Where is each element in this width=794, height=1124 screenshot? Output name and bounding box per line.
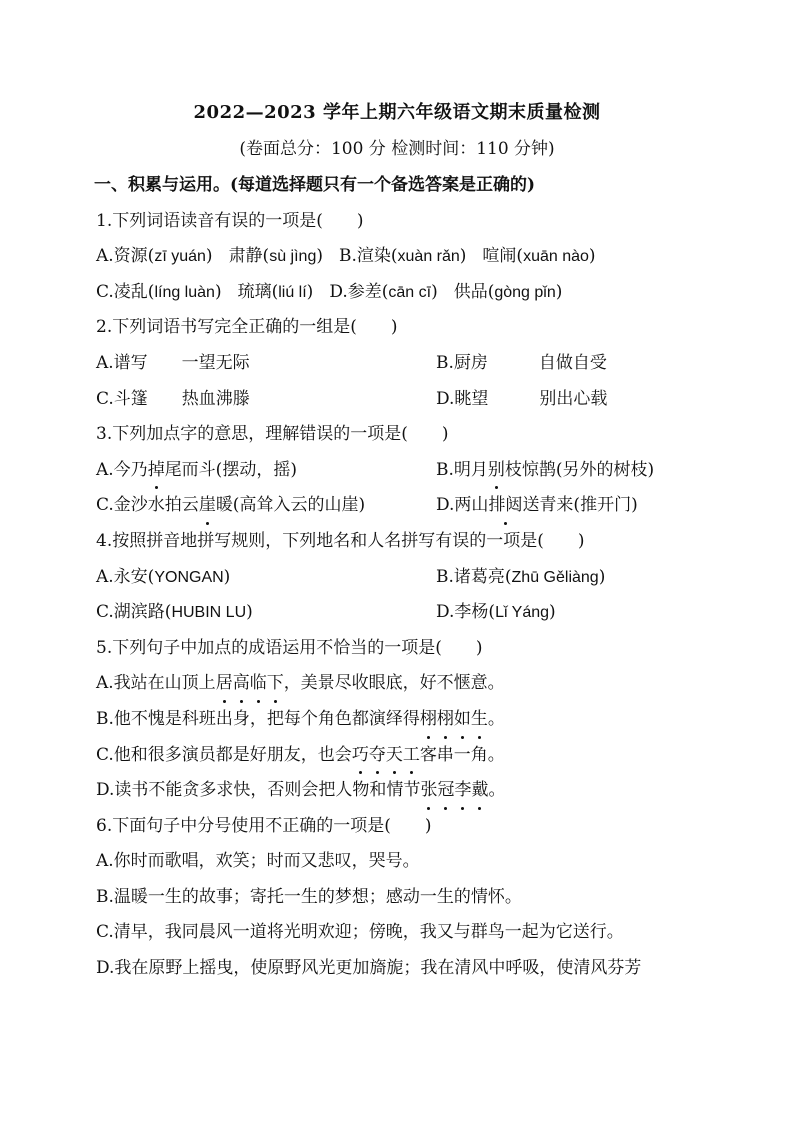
q1-a-word2: 肃静( [228, 246, 270, 267]
text: C.金沙水拍云 [96, 495, 199, 516]
q3-option-a [96, 453, 436, 489]
q3-option-c [96, 488, 436, 524]
paren: ) [223, 566, 231, 587]
dotted-idiom [420, 709, 488, 729]
paren: ) [549, 602, 556, 623]
q1-d-pinyin2: gòng pǐn [494, 283, 556, 301]
paren: ) [205, 246, 213, 267]
q1-c-word2: 琉璃( [237, 281, 279, 302]
q3-option-d [436, 488, 638, 524]
dotted-idiom [216, 673, 284, 693]
text: 尾而斗(摆动，摇) [164, 459, 297, 480]
paren: ) [555, 281, 563, 302]
q4-stem: 4.按照拼音地拼写规则，下列地名和人名拼写有误的一项是( ) [96, 530, 585, 551]
q4-option-a [96, 560, 436, 596]
page-subtitle: (卷面总分：100 分 检测时间：110 分钟) [239, 139, 555, 159]
dotted-char: 巧 [352, 738, 369, 774]
q2-option-c: C.斗篷 热血沸滕 [96, 388, 250, 409]
q1-b-pinyin2: xuān nào [523, 248, 589, 266]
dotted-char: 如 [454, 702, 471, 738]
q1-options-ab [96, 239, 736, 275]
q4-options-cd [96, 595, 736, 631]
q1-options-cd [96, 275, 736, 311]
dotted-char: 戴 [471, 773, 488, 809]
text: ，美景尽收眼底，好不惬意。 [283, 673, 505, 694]
q5-option-d [96, 773, 736, 809]
text: C.他和很多演员都是好朋友，也会 [96, 744, 352, 765]
text: D.李杨( [436, 602, 496, 623]
dotted-char: 崖 [199, 488, 216, 524]
dotted-char: 冠 [437, 773, 454, 809]
text: 送青来(推开门) [522, 495, 638, 516]
q3-options-cd [96, 488, 736, 524]
q2-option-b: B.厨房 自做自受 [436, 352, 607, 373]
paren: ) [588, 246, 596, 267]
q6-option-b: B.温暖一生的故事；寄托一生的梦想；感动一生的情怀。 [96, 886, 522, 907]
text: D.两山 [436, 495, 489, 516]
dotted-char: 栩 [437, 702, 454, 738]
paren: ) [306, 281, 314, 302]
q1-c-pinyin: líng luàn [154, 283, 215, 301]
q5-option-c [96, 738, 736, 774]
dotted-idiom [352, 745, 420, 765]
q5-option-b [96, 702, 736, 738]
section-heading: 一、积累与运用。(每道选择题只有一个备选答案是正确的) [94, 175, 536, 195]
q1-b-word2: 喧闹( [482, 246, 524, 267]
text: 。 [488, 780, 506, 801]
dotted-char: 生 [471, 702, 488, 738]
q2-options-cd [96, 382, 736, 418]
q2-options-ab [96, 346, 736, 382]
q3-option-b [436, 453, 654, 489]
pinyin: YONGAN [154, 568, 224, 586]
dotted-char: 居 [216, 666, 233, 702]
q1-b-pinyin: xuàn rǎn [397, 248, 460, 266]
dotted-char: 李 [454, 773, 471, 809]
q2-option-d: D.眺望 别出心载 [436, 388, 608, 409]
paren: ) [598, 566, 606, 587]
q3-options-ab [96, 453, 736, 489]
paren: ) [246, 602, 253, 623]
q5-stem: 5.下列句子中加点的成语运用不恰当的一项是( ) [96, 637, 483, 658]
q4-option-d [436, 595, 556, 631]
q1-stem: 1.下列词语读音有误的一项是( ) [96, 210, 364, 231]
q1-a-pinyin: zī yuán [154, 248, 206, 266]
paren: ) [431, 281, 438, 302]
dotted-char: 张 [420, 773, 437, 809]
text: A.永安( [96, 566, 155, 587]
text: 客串一角。 [419, 744, 505, 765]
q1-d-word: D.参差( [329, 281, 389, 302]
question-list [96, 168, 736, 987]
q1-c-pinyin2: liú lí [278, 283, 307, 301]
pinyin: HUBIN LU [171, 604, 247, 622]
text: 暖(高耸入云的山崖) [215, 495, 366, 516]
dotted-char: 天 [386, 738, 403, 774]
q2-option-a: A.谱写 一望无际 [96, 352, 250, 373]
q1-a-pinyin2: sù jìng [269, 248, 317, 266]
dotted-char: 排闼 [488, 488, 522, 524]
text: A.今乃 [96, 459, 148, 480]
dotted-char: 栩 [420, 702, 437, 738]
page-title: 2022—2023 学年上期六年级语文期末质量检测 [193, 102, 601, 123]
text: A.我站在山顶上 [96, 673, 216, 694]
dotted-idiom [420, 780, 488, 800]
dotted-char: 工 [403, 738, 420, 774]
dotted-char: 临 [250, 666, 267, 702]
dotted-char: 下 [267, 666, 284, 702]
q1-b-word: B.渲染( [338, 246, 398, 267]
q1-d-pinyin: cān cī [388, 283, 432, 301]
dotted-char: 别 [488, 453, 505, 489]
dotted-char: 夺 [369, 738, 386, 774]
q4-option-b [436, 560, 605, 596]
q1-d-word2: 供品( [453, 281, 495, 302]
text: 枝惊鹊(另外的树枝) [504, 459, 655, 480]
paren: ) [459, 246, 467, 267]
text: B.他不愧是科班出身，把每个角色都演绎得 [96, 708, 420, 729]
q6-stem: 6.下面句子中分号使用不正确的一项是( ) [96, 815, 432, 836]
dotted-char: 掉 [148, 453, 165, 489]
q1-c-word: C.凌乱( [96, 281, 155, 302]
paren: ) [316, 246, 323, 267]
q6-option-c: C.清早，我同晨风一道将光明欢迎；傍晚，我又与群鸟一起为它送行。 [96, 922, 624, 943]
text: 。 [487, 708, 505, 729]
q3-stem: 3.下列加点字的意思，理解错误的一项是( ) [96, 424, 449, 445]
text: B.诸葛亮( [436, 566, 512, 587]
q4-option-c [96, 595, 436, 631]
q1-a-word: A.资源( [96, 246, 155, 267]
q2-stem: 2.下列词语书写完全正确的一组是( ) [96, 317, 398, 338]
dotted-char: 高 [233, 666, 250, 702]
q6-option-a: A.你时而歌唱，欢笑；时而又悲叹，哭号。 [96, 851, 420, 872]
text: D.读书不能贪多求快，否则会把人物和情节 [96, 780, 421, 801]
paren: ) [214, 281, 222, 302]
q4-options-ab [96, 560, 736, 596]
q5-option-a [96, 666, 736, 702]
text: C.湖滨路( [96, 602, 172, 623]
pinyin: Zhū Gěliàng [511, 568, 599, 586]
q6-option-d: D.我在原野上摇曳，使原野风光更加旖旎；我在清风中呼吸，使清风芬芳 [96, 958, 642, 979]
text: B.明月 [436, 459, 488, 480]
pinyin: Lǐ Yáng [495, 604, 550, 622]
